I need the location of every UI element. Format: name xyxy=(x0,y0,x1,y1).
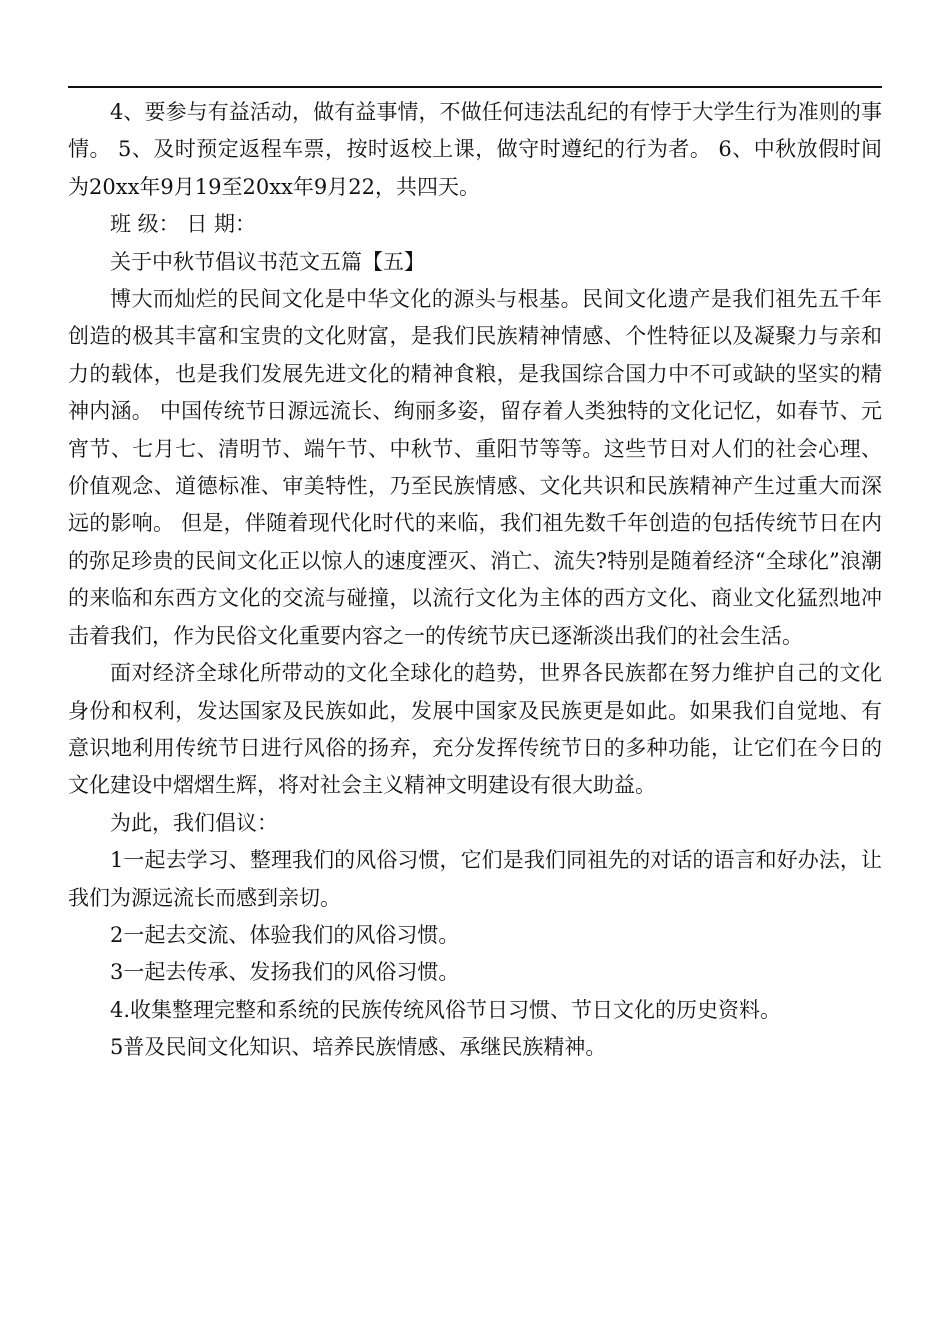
proposal-item-2: 2一起去交流、体验我们的风俗习惯。 xyxy=(110,922,460,947)
proposal-intro: 为此，我们倡议： xyxy=(110,810,278,835)
header-rule xyxy=(68,86,882,88)
proposal-item-3: 3一起去传承、发扬我们的风俗习惯。 xyxy=(110,960,460,985)
paragraph-vacation-rules: 4、要参与有益活动，做有益事情，不做任何违法乱纪的有悖于大学生行为准则的事情。 5、及时预定返程车票，按时返校上课，做守时遵纪的行为者。 6、中秋放假时间为20xx年9月19至20xx年9月22，共四天。 xyxy=(68,100,882,199)
proposal-item-4: 4.收集整理完整和系统的民族传统风俗节日习惯、节日文化的历史资料。 xyxy=(110,997,782,1022)
proposal-item-5: 5普及民间文化知识、培养民族情感、承继民族精神。 xyxy=(110,1035,607,1060)
paragraph-folk-culture: 博大而灿烂的民间文化是中华文化的源头与根基。民间文化遗产是我们祖先五千年创造的极其丰富和宝贵的文化财富，是我们民族精神情感、个性特征以及凝聚力与亲和力的载体，也是我们发展先进文化的精神食粮，是我国综合国力中不可或缺的坚实的精神内涵。 中国传统节日源远流长、绚丽多姿，留存着人类独特的文化记忆，如春节、元宵节、七月七、清明节、端午节、中秋节、重阳节等等。这些节日对人们的社会心理、价值观念、道德标准、审美特性，乃至民族情感、文化共识和民族精神产生过重大而深远的影响。 但是，伴随着现代化时代的来临，我们祖先数千年创造的包括传统节日在内的弥足珍贵的民间文化正以惊人的速度湮灭、消亡、流失?特别是随着经济“全球化”浪潮的来临和东西方文化的交流与碰撞，以流行文化为主体的西方文化、商业文化猛烈地冲击着我们，作为民俗文化重要内容之一的传统节庆已逐渐淡出我们的社会生活。 xyxy=(68,287,882,648)
class-date-line: 班 级： 日 期： xyxy=(110,212,257,237)
proposal-item-1: 1一起去学习、整理我们的风俗习惯，它们是我们同祖先的对话的语言和好办法，让我们为源远流长而感到亲切。 xyxy=(68,848,882,910)
section-title: 关于中秋节倡议书范文五篇【五】 xyxy=(110,249,425,274)
document-body xyxy=(68,94,882,1067)
paragraph-globalization: 面对经济全球化所带动的文化全球化的趋势，世界各民族都在努力维护自己的文化身份和权利，发达国家及民族如此，发展中国家及民族更是如此。如果我们自觉地、有意识地利用传统节日进行风俗的扬弃，充分发挥传统节日的多种功能，让它们在今日的文化建设中熠熠生辉，将对社会主义精神文明建设有很大助益。 xyxy=(68,661,882,798)
